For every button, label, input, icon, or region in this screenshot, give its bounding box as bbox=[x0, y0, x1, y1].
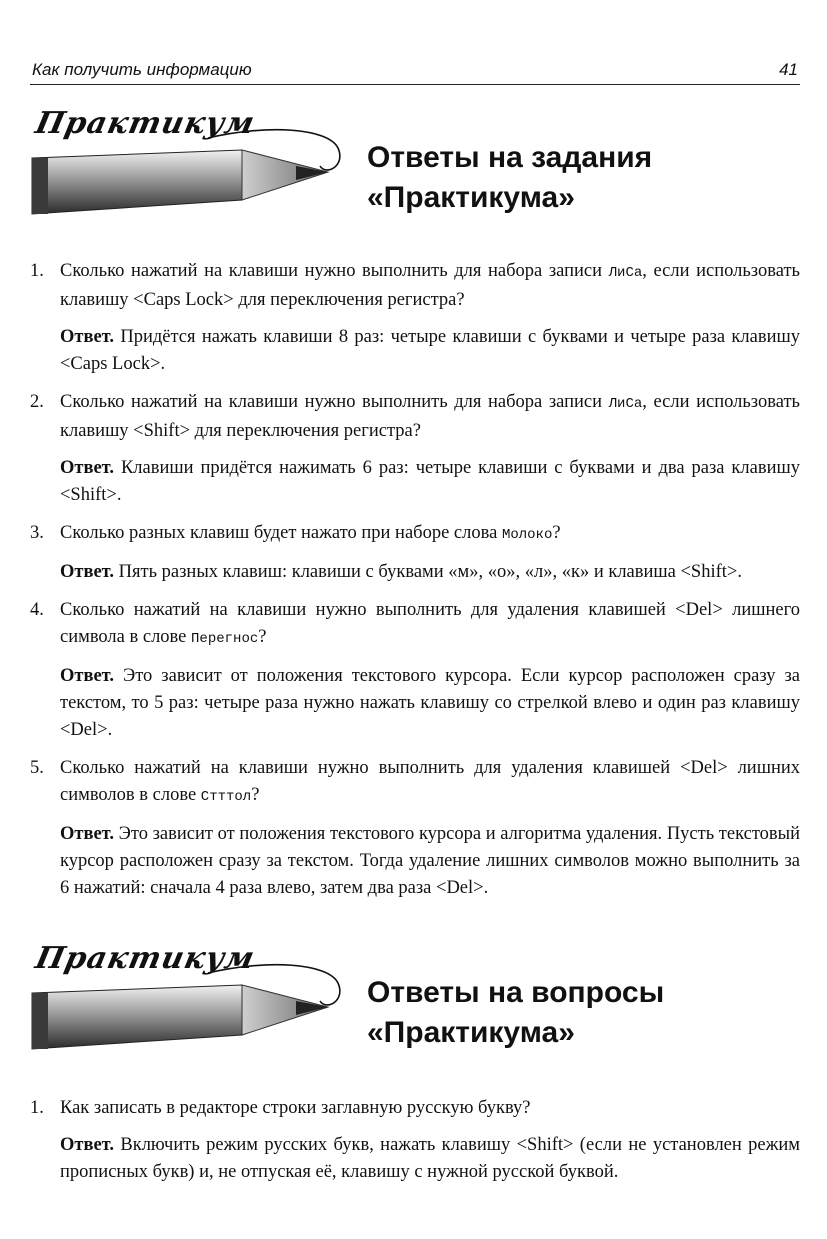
question-code: Молоко bbox=[501, 527, 553, 543]
question-number: 1. bbox=[30, 261, 44, 281]
section-title-line1: Ответы на вопросы bbox=[367, 976, 665, 1009]
answers-section-1 bbox=[30, 258, 800, 913]
running-head-title: Как получить информацию bbox=[32, 60, 252, 79]
answer-text: Включить режим русских букв, нажать клавишу <Shift> (если не установлен режим прописных букв) и, не отпуская её, клавишу с нужной русской буквой. bbox=[60, 1135, 800, 1182]
question-item bbox=[30, 1095, 800, 1122]
answers-section-2 bbox=[30, 1095, 800, 1197]
answer-label: Ответ. bbox=[60, 562, 115, 582]
question-number: 2. bbox=[30, 392, 44, 412]
question-text-end: ? bbox=[251, 785, 260, 805]
question-text: Сколько нажатий на клавиши нужно выполнить для набора записи bbox=[60, 261, 609, 281]
section-title-line2: «Практикума» bbox=[367, 181, 575, 214]
answer-label: Ответ. bbox=[60, 1135, 115, 1155]
page-number: 41 bbox=[779, 60, 798, 79]
answer-paragraph bbox=[30, 455, 800, 509]
practicum-logo-text: Практикум bbox=[32, 106, 259, 141]
question-number: 1. bbox=[30, 1098, 44, 1118]
answer-label: Ответ. bbox=[60, 327, 115, 347]
question-code: Стттол bbox=[200, 789, 252, 805]
question-item bbox=[30, 755, 800, 811]
question-text-end: , если использовать клавишу <Shift> для переключения регистра? bbox=[60, 392, 800, 441]
answer-text: Это зависит от положения текстового курсора. Если курсор расположен сразу за текстом, то 5 раз: четыре раза нужно нажать клавишу со стрелкой влево и один раз клавишу <Del>. bbox=[60, 666, 800, 740]
section-title-1 bbox=[367, 138, 652, 218]
question-number: 3. bbox=[30, 523, 44, 543]
question-text: Как записать в редакторе строки заглавную русскую букву? bbox=[60, 1098, 531, 1118]
answer-paragraph bbox=[30, 663, 800, 744]
question-item bbox=[30, 520, 800, 549]
section-title-line2: «Практикума» bbox=[367, 1016, 575, 1049]
practicum-banner-2 bbox=[28, 941, 808, 1065]
answer-text: Пять разных клавиш: клавиши с буквами «м», «о», «л», «к» и клавиша <Shift>. bbox=[114, 562, 742, 582]
answer-label: Ответ. bbox=[60, 824, 115, 844]
question-item bbox=[30, 597, 800, 653]
question-code: ЛиСа bbox=[608, 265, 643, 281]
answer-paragraph bbox=[30, 559, 800, 586]
answer-paragraph bbox=[30, 821, 800, 902]
question-text: Сколько нажатий на клавиши нужно выполнить для удаления клавишей <Del> лишних символов в слове bbox=[60, 758, 800, 805]
question-text-end: ? bbox=[258, 627, 267, 647]
answer-label: Ответ. bbox=[60, 458, 115, 478]
practicum-logo-text: Практикум bbox=[32, 941, 259, 976]
question-text: Сколько разных клавиш будет нажато при наборе слова bbox=[60, 523, 502, 543]
running-head bbox=[30, 58, 800, 85]
answer-text: Клавиши придётся нажимать 6 раз: четыре клавиши с буквами и два раза клавишу <Shift>. bbox=[60, 458, 800, 505]
section-title-line1: Ответы на задания bbox=[367, 141, 653, 174]
question-item bbox=[30, 258, 800, 314]
question-item bbox=[30, 389, 800, 445]
practicum-banner-1 bbox=[28, 106, 808, 230]
question-number: 5. bbox=[30, 758, 44, 778]
answer-paragraph bbox=[30, 1132, 800, 1186]
answer-paragraph bbox=[30, 324, 800, 378]
question-text: Сколько нажатий на клавиши нужно выполнить для удаления клавишей <Del> лишнего символа в слове bbox=[60, 600, 800, 647]
question-code: Перегнос bbox=[191, 631, 259, 647]
answer-label: Ответ. bbox=[60, 666, 115, 686]
question-text-end: , если использовать клавишу <Caps Lock> для переключения регистра? bbox=[60, 261, 800, 310]
answer-text: Это зависит от положения текстового курсора и алгоритма удаления. Пусть текстовый курсор расположен сразу за текстом. Тогда удаление лишних символов можно выполнить за 6 нажатий: сначала 4 раза влево, затем два раза <Del>. bbox=[60, 824, 800, 898]
question-code: ЛиСа bbox=[608, 396, 643, 412]
question-text: Сколько нажатий на клавиши нужно выполнить для набора записи bbox=[60, 392, 609, 412]
question-number: 4. bbox=[30, 600, 44, 620]
answer-text: Придётся нажать клавиши 8 раз: четыре клавиши с буквами и четыре раза клавишу <Caps Lock>. bbox=[60, 327, 800, 374]
question-text-end: ? bbox=[552, 523, 561, 543]
section-title-2 bbox=[367, 973, 664, 1053]
